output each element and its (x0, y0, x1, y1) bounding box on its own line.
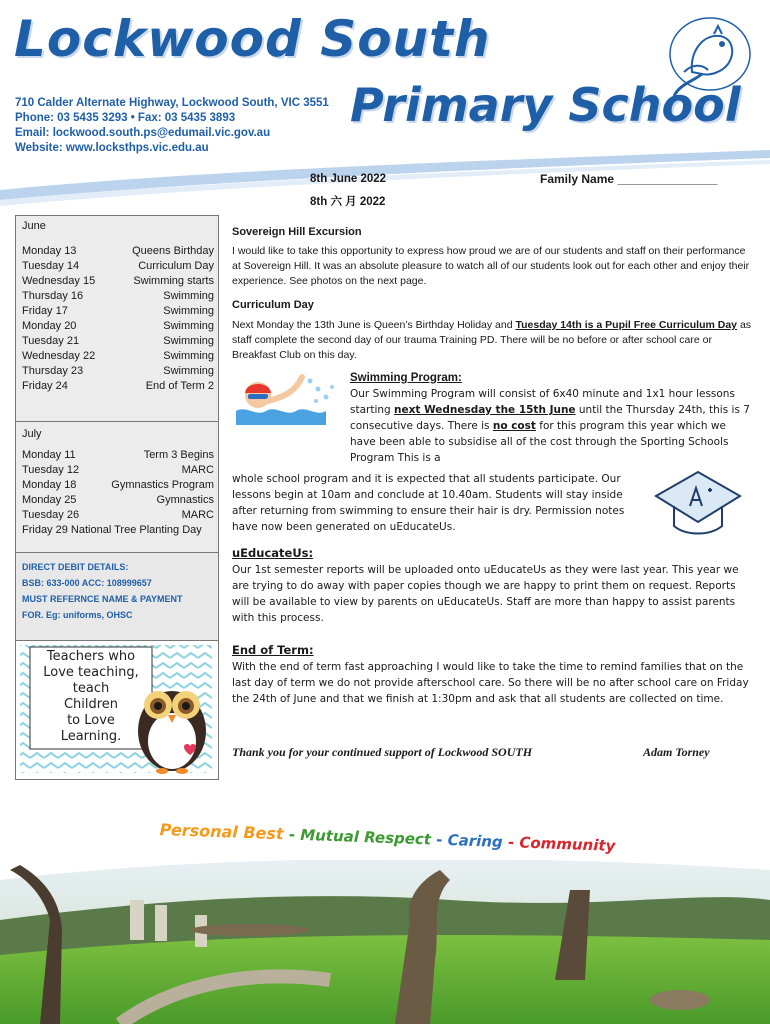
debit-reference: MUST REFERNCE NAME & PAYMENT (22, 594, 183, 604)
school-grounds-photo (0, 860, 770, 1024)
school-website: Website: www.locksthps.vic.edu.au (15, 142, 209, 154)
june-event: Wednesday 15 Swimming starts (22, 275, 214, 287)
teachers-poster (15, 640, 219, 780)
motto-personal-best: Personal Best (159, 820, 284, 844)
june-event: Friday 24 End of Term 2 (22, 380, 214, 392)
motto-separator: - (430, 830, 448, 850)
poster-line: teach (72, 681, 110, 696)
june-event: Monday 13 Queens Birthday (22, 245, 214, 257)
school-name-line2: Primary School (350, 78, 741, 132)
direct-debit-box (15, 552, 219, 642)
july-event: Monday 18 Gymnastics Program (22, 479, 214, 491)
july-event: Tuesday 12 MARC (22, 464, 214, 476)
ueducateus-heading: uEducateUs: (232, 546, 314, 560)
end-of-term-text: With the end of term fast approaching I would like to take the time to remind families that on the last day of term we do not provide afterschool care. So there will be no after school care on Friday the 24th of June and that we finish at 1:30pm and ask that all students are collected on time. (232, 661, 749, 705)
thanks-line: Thank you for your continued support of Lockwood SOUTH (232, 745, 533, 759)
newsletter-date: 8th June 2022 (310, 173, 387, 185)
motto-community: Community (519, 833, 616, 855)
july-event: Monday 25 Gymnastics (22, 494, 214, 506)
graduation-cap-icon (650, 466, 746, 542)
motto-separator: - (283, 825, 301, 844)
sovereign-section (232, 225, 752, 289)
june-event: Thursday 23 Swimming (22, 365, 214, 377)
swimming-section (350, 372, 750, 466)
june-heading: June (22, 220, 46, 232)
july-event: Tuesday 26 MARC (22, 509, 214, 521)
ueducateus-section (232, 546, 752, 626)
july-event: Monday 11 Term 3 Begins (22, 449, 214, 461)
swimmer-icon (236, 367, 342, 425)
june-event: Wednesday 22 Swimming (22, 350, 214, 362)
curriculum-text: Next Monday the 13th June is Queen’s Birthday Holiday and Tuesday 14th is a Pupil Free Curriculum Day as staff complete the second day of our trauma Training PD. There will be no before or after school care or Breakfast Club on this day. (232, 319, 752, 361)
poster-line: Love teaching, (43, 665, 139, 680)
end-of-term-section (232, 643, 752, 707)
poster-line: Teachers who (46, 649, 136, 664)
newsletter-date-chinese: 8th 六 月 2022 (310, 196, 386, 208)
june-event: Tuesday 21 Swimming (22, 335, 214, 347)
motto-mutual-respect: Mutual Respect (299, 825, 432, 849)
swimming-text-continued: whole school program and it is expected that all students participate. Our lessons begin at 10am and conclude at 10.40am. Students will stay inside after returning from swimming to ensure their hair is dry. Permission notes have now been generated on uEducateUs. (232, 473, 625, 533)
june-event: Friday 17 Swimming (22, 305, 214, 317)
june-calendar (15, 215, 219, 423)
june-event: Tuesday 14 Curriculum Day (22, 260, 214, 272)
poster-line: to Love (67, 713, 115, 728)
swimming-text: Our Swimming Program will consist of 6x40 minute and 1x1 hour lessons starting next Wednesday the 15th June until the Thursday 24th, this is 7 consecutive days. There is no cost for this program this year which we have been able to subsidise all of the cost through the Sporting Schools Program This is a (350, 388, 750, 464)
swimming-heading: Swimming Program: (350, 372, 462, 384)
debit-account: BSB: 633-000 ACC: 108999657 (22, 578, 152, 588)
school-email: Email: lockwood.south.ps@edumail.vic.gov.au (15, 127, 271, 139)
curriculum-section (232, 298, 752, 363)
debit-heading: DIRECT DEBIT DETAILS: (22, 562, 129, 572)
june-event: Thursday 16 Swimming (22, 290, 214, 302)
july-heading: July (22, 428, 42, 440)
school-phone: Phone: 03 5435 3293 • Fax: 03 5435 3893 (15, 112, 236, 124)
poster-line: Children (63, 697, 119, 712)
school-name-line1: Lockwood South (14, 10, 491, 68)
ueducateus-text: Our 1st semester reports will be uploaded onto uEducateUs as they were last year. This year we are trying to do away with paper copies though we are happy to print them on request. Reports will be available to view by parents on uEducateUs. Staff are more than happy to assist parents with this process. (232, 564, 739, 624)
possum-logo-icon (662, 12, 754, 104)
principal-signature: Adam Torney (643, 745, 710, 759)
sovereign-heading: Sovereign Hill Excursion (232, 226, 362, 238)
sovereign-text: I would like to take this opportunity to express how proud we are of our students and staff on their performance at Sovereign Hill. It was an absolute pleasure to watch all of our students look out for each other and enjoy their experience. See photos on the next page. (232, 245, 750, 287)
poster-line: Learning. (60, 729, 122, 744)
motto-separator: - (502, 832, 520, 852)
motto-caring: Caring (447, 831, 504, 851)
june-event: Monday 20 Swimming (22, 320, 214, 332)
end-of-term-heading: End of Term: (232, 643, 314, 657)
curriculum-heading: Curriculum Day (232, 299, 314, 311)
july-event: Friday 29 National Tree Planting Day (22, 524, 202, 536)
family-name-field: Family Name _______________ (540, 172, 718, 186)
school-address: 710 Calder Alternate Highway, Lockwood South, VIC 3551 (15, 97, 329, 109)
july-calendar (15, 421, 219, 554)
debit-example: FOR. Eg: uniforms, OHSC (22, 610, 133, 620)
owl-icon (132, 671, 212, 775)
